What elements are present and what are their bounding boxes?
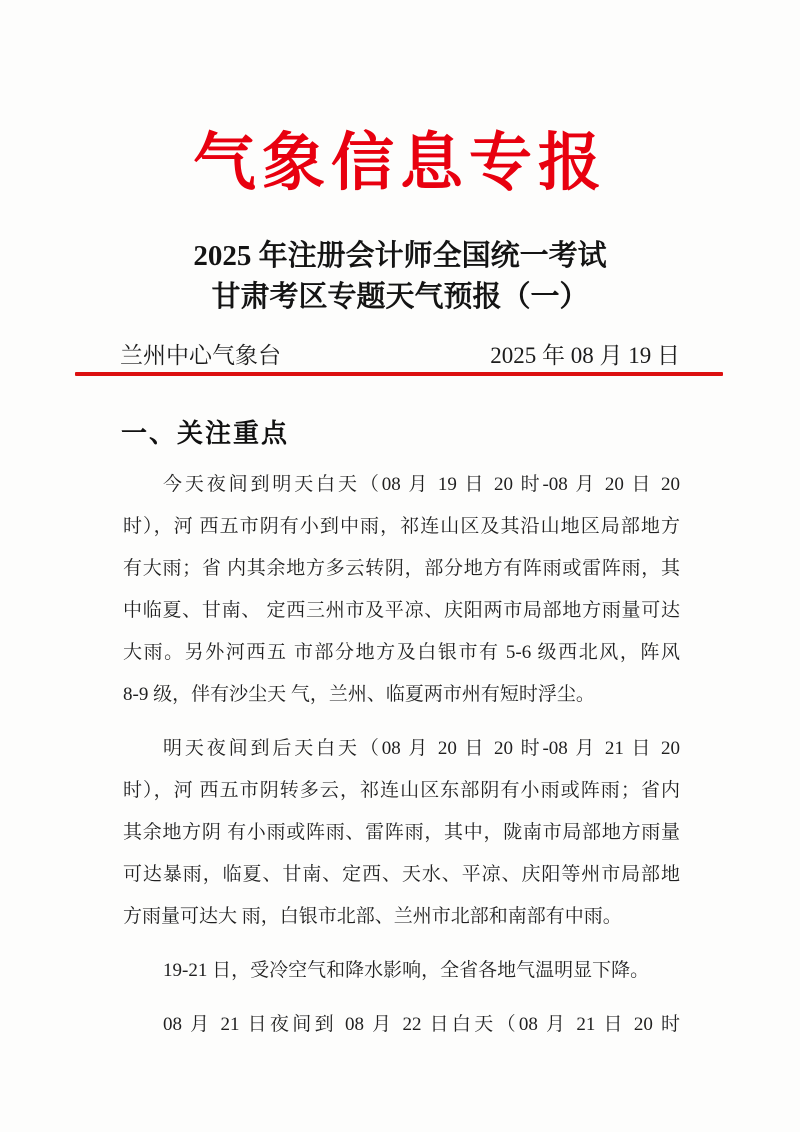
forecast-paragraph-2 [123,728,680,938]
body-line: 明天夜间到后天白天（08 月 20 日 20 时-08 月 21 日 20 [163,738,680,759]
body-line: 时），河 西五市阴有小到中雨，祁连山区及其沿山地区局部地方 [123,516,680,537]
body-line: 今天夜间到明天白天（08 月 19 日 20 时-08 月 20 日 20 [163,474,680,495]
body-line: 时），河 西五市阴转多云，祁连山区东部阴有小雨或阵雨；省内 [123,780,680,801]
body-line: 大雨。另外河西五 市部分地方及白银市有 5-6 级西北风，阵风 [123,642,680,663]
section-heading-key-points: 一、关注重点 [121,418,290,448]
page-title: 气象信息专报 [193,128,607,198]
body-line: 19-21 日，受冷空气和降水影响，全省各地气温明显下降。 [163,960,650,981]
issue-date: 2025 年 08 月 19 日 [490,343,680,368]
body-line: 中临夏、甘南、 定西三州市及平凉、庆阳两市局部地方雨量可达 [123,600,680,621]
forecast-paragraph-4 [123,1004,680,1046]
body-line: 方雨量可达大 雨，白银市北部、兰州市北部和南部有中雨。 [123,906,622,927]
body-line: 可达暴雨，临夏、甘南、定西、天水、平凉、庆阳等州市局部地 [123,864,680,885]
body-line: 8-9 级，伴有沙尘天 气，兰州、临夏两市州有短时浮尘。 [123,684,595,705]
header-divider-rule [75,372,723,376]
forecast-paragraph-1 [123,464,680,716]
forecast-paragraph-3 [123,950,680,992]
issuer-date-row [120,342,680,369]
body-line: 有大雨；省 内其余地方多云转阴，部分地方有阵雨或雷阵雨，其 [123,558,680,579]
subtitle-line-1: 2025 年注册会计师全国统一考试 [193,240,607,272]
body-line: 08 月 21 日夜间到 08 月 22 日白天（08 月 21 日 20 时 [163,1014,680,1035]
document-body [123,464,680,1046]
issuing-agency: 兰州中心气象台 [120,343,281,368]
document-subtitle [0,236,800,318]
subtitle-line-2: 甘肃考区专题天气预报（一） [211,281,589,313]
body-line: 其余地方阴 有小雨或阵雨、雷阵雨，其中，陇南市局部地方雨量 [123,822,680,843]
